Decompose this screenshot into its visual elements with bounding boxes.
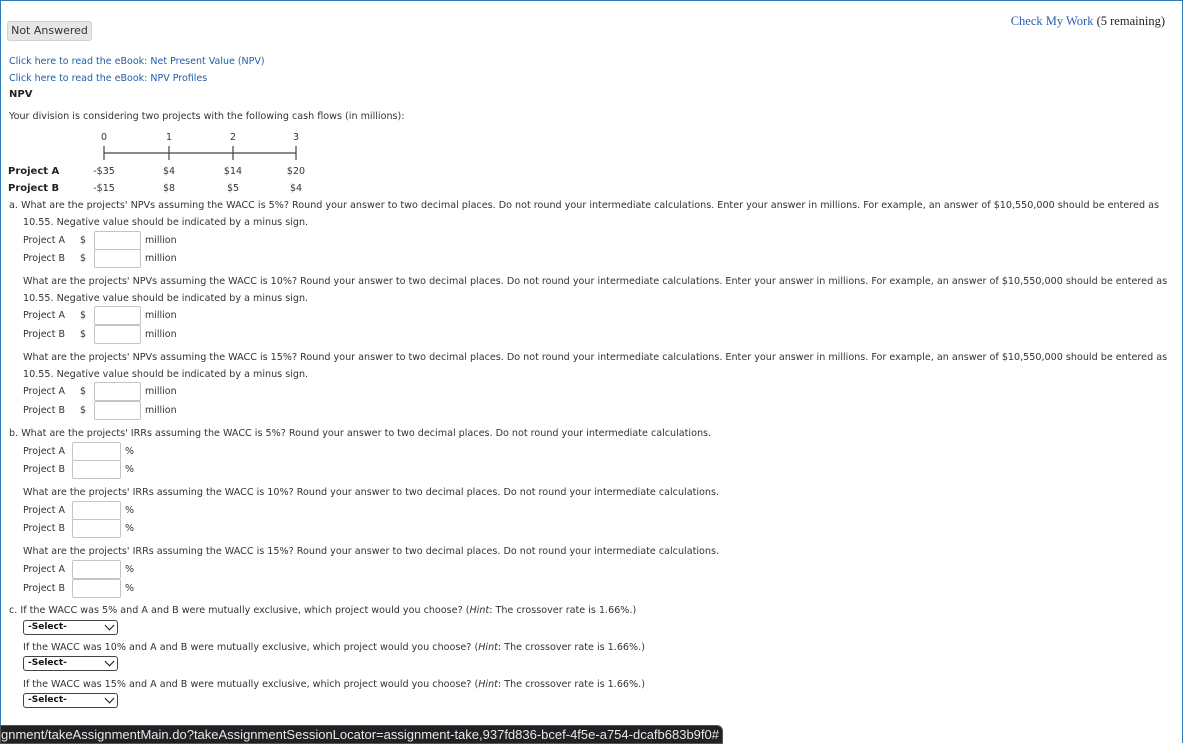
npv10-project-a-input[interactable] (94, 306, 141, 325)
choice-question-10-hint: Hint (478, 642, 498, 653)
choice-select-15[interactable] (23, 693, 118, 708)
irr-question-15: What are the projects' IRRs assuming the WACC is 15%? Round your answer to two decimal places. Do not round your intermediate calculations. (23, 546, 719, 557)
check-my-work[interactable] (1011, 14, 1165, 29)
irr15-project-b-input[interactable] (72, 579, 121, 598)
irr10-project-a-input[interactable] (72, 501, 121, 520)
project-a-cf-1: $4 (162, 166, 176, 177)
irr5-project-b-input[interactable] (72, 460, 121, 479)
irr-question-5: b. What are the projects' IRRs assuming the WACC is 5%? Round your answer to two decimal places. Do not round your intermediate calculations. (9, 428, 712, 439)
check-my-work-remaining: (5 remaining) (1096, 14, 1165, 28)
irr15-project-a-input[interactable] (72, 560, 121, 579)
status-bar-url: gnment/takeAssignmentMain.do?takeAssignmentSessionLocator=assignment-take,937fd836-bcef-4f5e-a754-dcafb683b9f0# (0, 725, 723, 744)
npv10-project-a-label: Project A (23, 310, 66, 321)
npv5-project-b-input[interactable] (94, 249, 141, 268)
irr15-project-a-label: Project A (23, 564, 66, 575)
choice-select-5[interactable] (23, 620, 118, 635)
npv-question-5-line2: 10.55. Negative value should be indicated by a minus sign. (23, 217, 309, 228)
project-b-cf-2: $5 (226, 183, 240, 194)
choice-question-15-pre: If the WACC was 15% and A and B were mutually exclusive, which project would you choose? ( (23, 679, 479, 690)
npv15-project-a-unit: million (145, 386, 177, 397)
npv5-project-b-currency: $ (80, 253, 87, 264)
choice-question-5-post: : The crossover rate is 1.66%.) (489, 605, 637, 616)
irr5-project-a-label: Project A (23, 446, 66, 457)
irr10-project-b-input[interactable] (72, 519, 121, 538)
choice-question-15-post: : The crossover rate is 1.66%.) (497, 679, 645, 690)
period-1: 1 (165, 132, 173, 143)
npv5-project-b-label: Project B (23, 253, 66, 264)
choice-select-5-value: -Select- (28, 622, 67, 632)
choice-question-15-hint: Hint (478, 679, 498, 690)
npv15-project-a-label: Project A (23, 386, 66, 397)
npv15-project-b-unit: million (145, 405, 177, 416)
ebook-link-npv[interactable]: Click here to read the eBook: Net Present Value (NPV) (9, 56, 265, 67)
npv10-project-a-unit: million (145, 310, 177, 321)
npv-question-15-line2: 10.55. Negative value should be indicated by a minus sign. (23, 369, 309, 380)
irr10-project-a-unit: % (125, 505, 135, 516)
choice-question-10-post: : The crossover rate is 1.66%.) (497, 642, 645, 653)
npv5-project-a-label: Project A (23, 235, 66, 246)
npv5-project-a-input[interactable] (94, 231, 141, 250)
npv-question-15-line1: What are the projects' NPVs assuming the WACC is 15%? Round your answer to two decimal places. Do not round your intermediate calculations. Enter your answer in millions. For example, an answer of $10,550,000 should be entered as (23, 352, 1168, 363)
npv-question-5-line1: a. What are the projects' NPVs assuming the WACC is 5%? Round your answer to two decimal places. Do not round your intermediate calculations. Enter your answer in millions. For example, an answer of $10,550,000 should be entered as (9, 200, 1159, 211)
npv5-project-a-unit: million (145, 235, 177, 246)
choice-question-15 (23, 679, 645, 690)
timeline-line (95, 144, 305, 162)
choice-select-10-value: -Select- (28, 658, 67, 668)
npv-question-10-line1: What are the projects' NPVs assuming the WACC is 10%? Round your answer to two decimal places. Do not round your intermediate calculations. Enter your answer in millions. For example, an answer of $10,550,000 should be entered as (23, 276, 1168, 287)
irr10-project-b-unit: % (125, 523, 135, 534)
choice-question-10-pre: If the WACC was 10% and A and B were mutually exclusive, which project would you choose? ( (23, 642, 479, 653)
npv15-project-b-input[interactable] (94, 401, 141, 420)
npv10-project-b-input[interactable] (94, 325, 141, 344)
irr5-project-b-label: Project B (23, 464, 66, 475)
irr15-project-a-unit: % (125, 564, 135, 575)
chevron-down-icon (105, 657, 115, 667)
choice-question-10 (23, 642, 645, 653)
npv10-project-b-label: Project B (23, 329, 66, 340)
npv-question-10-line2: 10.55. Negative value should be indicated by a minus sign. (23, 293, 309, 304)
project-a-cf-2: $14 (223, 166, 243, 177)
irr10-project-b-label: Project B (23, 523, 66, 534)
choice-question-5-pre: c. If the WACC was 5% and A and B were mutually exclusive, which project would you choose? ( (9, 605, 470, 616)
period-0: 0 (100, 132, 108, 143)
choice-select-15-value: -Select- (28, 695, 67, 705)
project-b-cf-1: $8 (162, 183, 176, 194)
npv10-project-b-unit: million (145, 329, 177, 340)
npv5-project-a-currency: $ (80, 235, 87, 246)
npv15-project-b-currency: $ (80, 405, 87, 416)
period-2: 2 (229, 132, 237, 143)
chevron-down-icon (105, 694, 115, 704)
project-b-label: Project B (8, 183, 60, 194)
irr-question-10: What are the projects' IRRs assuming the WACC is 10%? Round your answer to two decimal places. Do not round your intermediate calculations. (23, 487, 719, 498)
period-3: 3 (292, 132, 300, 143)
npv15-project-b-label: Project B (23, 405, 66, 416)
ebook-link-npv-profiles[interactable]: Click here to read the eBook: NPV Profiles (9, 73, 208, 84)
irr5-project-a-input[interactable] (72, 442, 121, 461)
project-b-cf-3: $4 (289, 183, 303, 194)
irr5-project-b-unit: % (125, 464, 135, 475)
irr15-project-b-label: Project B (23, 583, 66, 594)
choice-question-5-hint: Hint (469, 605, 490, 616)
choice-question-5 (9, 605, 636, 616)
intro-text: Your division is considering two projects with the following cash flows (in millions): (9, 111, 405, 122)
choice-select-10[interactable] (23, 656, 118, 671)
check-my-work-link[interactable]: Check My Work (1010, 14, 1094, 28)
project-a-cf-0: -$35 (93, 166, 115, 177)
irr10-project-a-label: Project A (23, 505, 66, 516)
chevron-down-icon (105, 621, 115, 631)
section-title: NPV (9, 89, 33, 100)
irr5-project-a-unit: % (125, 446, 135, 457)
project-a-cf-3: $20 (286, 166, 306, 177)
irr15-project-b-unit: % (125, 583, 135, 594)
npv15-project-a-input[interactable] (94, 382, 141, 401)
project-a-label: Project A (8, 166, 60, 177)
npv10-project-b-currency: $ (80, 329, 87, 340)
project-b-cf-0: -$15 (93, 183, 115, 194)
npv15-project-a-currency: $ (80, 386, 87, 397)
status-badge: Not Answered (7, 21, 92, 41)
npv10-project-a-currency: $ (80, 310, 87, 321)
npv5-project-b-unit: million (145, 253, 177, 264)
